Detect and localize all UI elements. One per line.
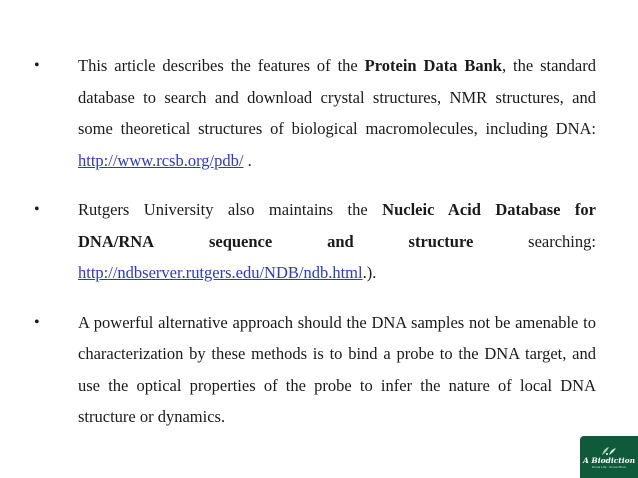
bullet-list	[34, 50, 596, 451]
logo-name: A Biodiction	[582, 455, 636, 465]
bullet-text: , the standard database to search and download crystal structures, NMR structures, and some theoretical structures of biological macromolecules, including DNA:	[78, 56, 596, 138]
bullet-text: .).	[362, 263, 377, 282]
bold-term: DNA/RNA	[78, 231, 155, 251]
bullet-text: Rutgers University also maintains the	[78, 200, 383, 219]
bold-term: Protein Data Bank	[364, 56, 502, 75]
logo-leaf-icon	[598, 446, 620, 456]
bullet-marker: •	[34, 201, 40, 218]
logo-badge	[580, 436, 638, 478]
bold-term: sequence	[208, 231, 273, 251]
bold-term: structure	[408, 231, 474, 251]
bullet-marker: •	[34, 57, 40, 74]
bullet-item-nucleic-acid-database	[34, 194, 596, 289]
bullet-line-3	[78, 257, 596, 289]
pdb-link[interactable]: http://www.rcsb.org/pdb/	[78, 150, 244, 170]
bullet-text: A powerful alternative approach should the DNA samples not be amenable to characterization by these methods is to bind a probe to the DNA target, and use the optical properties of the probe to infer the nature of local DNA structure or dynamics.	[78, 312, 596, 426]
bullet-text: .	[243, 150, 252, 170]
bullet-text: This article describes the features of the	[78, 56, 365, 75]
ndb-link[interactable]: http://ndbserver.rutgers.edu/NDB/ndb.html	[78, 263, 363, 282]
bullet-text: searching:	[528, 231, 596, 251]
bullet-marker: •	[34, 313, 40, 331]
bullet-line-2	[78, 226, 596, 258]
bullet-item-probe-approach	[34, 307, 596, 433]
logo-tagline: Know Life · Know More	[592, 464, 626, 469]
bold-term: Nucleic Acid Database for	[382, 200, 596, 219]
bullet-item-protein-data-bank	[34, 50, 596, 176]
bullet-line-1	[78, 194, 596, 226]
bold-term: and	[327, 231, 354, 251]
